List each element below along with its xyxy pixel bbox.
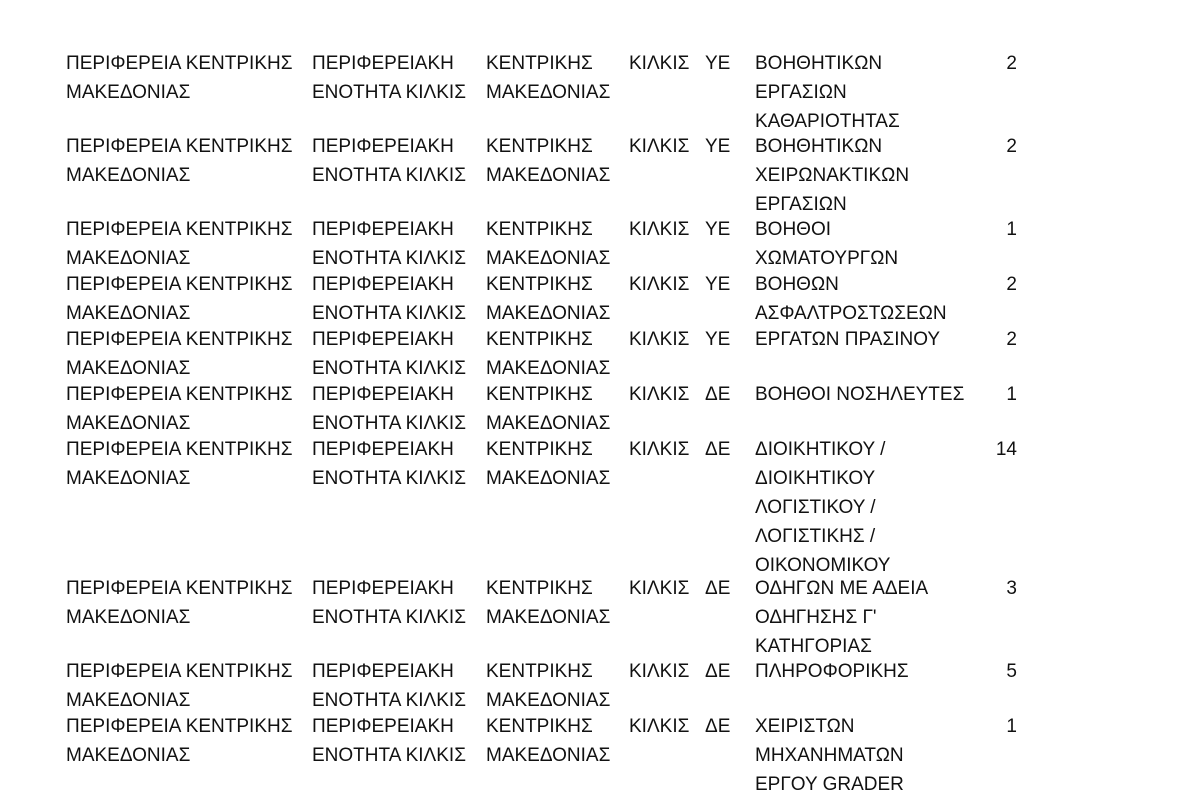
area-cell: ΚΕΝΤΡΙΚΗΣ ΜΑΚΕΔΟΝΙΑΣ [486,274,611,324]
city-cell: ΚΙΛΚΙΣ [629,384,690,405]
table-row [0,215,1200,270]
specialty-cell: ΧΕΙΡΙΣΤΩΝ ΜΗΧΑΝΗΜΑΤΩΝ ΕΡΓΟΥ GRADER [755,716,904,795]
table-row [0,49,1200,132]
city-cell: ΚΙΛΚΙΣ [629,439,690,460]
regional-unit-cell: ΠΕΡΙΦΕΡΕΙΑΚΗ ΕΝΟΤΗΤΑ ΚΙΛΚΙΣ [312,439,466,489]
category-cell: ΔΕ [705,439,731,460]
specialty-cell: ΔΙΟΙΚΗΤΙΚΟΥ / ΔΙΟΙΚΗΤΙΚΟΥ ΛΟΓΙΣΤΙΚΟΥ / ΛΟΓΙΣΤΙΚΗΣ / ΟΙΚΟΝΟΜΙΚΟΥ [755,439,891,573]
count-cell: 2 [1006,53,1017,74]
regional-unit-cell: ΠΕΡΙΦΕΡΕΙΑΚΗ ΕΝΟΤΗΤΑ ΚΙΛΚΙΣ [312,578,466,628]
count-cell: 3 [1006,578,1017,599]
specialty-cell: ΟΔΗΓΩΝ ΜΕ ΑΔΕΙΑ ΟΔΗΓΗΣΗΣ Γ' ΚΑΤΗΓΟΡΙΑΣ [755,578,929,657]
count-cell: 2 [1006,136,1017,157]
region-cell: ΠΕΡΙΦΕΡΕΙΑ ΚΕΝΤΡΙΚΗΣ ΜΑΚΕΔΟΝΙΑΣ [66,578,293,628]
table-row [0,435,1200,573]
category-cell: ΔΕ [705,578,731,599]
count-cell: 2 [1006,274,1017,295]
specialty-cell: ΕΡΓΑΤΩΝ ΠΡΑΣΙΝΟΥ [755,329,941,350]
region-cell: ΠΕΡΙΦΕΡΕΙΑ ΚΕΝΤΡΙΚΗΣ ΜΑΚΕΔΟΝΙΑΣ [66,329,293,379]
area-cell: ΚΕΝΤΡΙΚΗΣ ΜΑΚΕΔΟΝΙΑΣ [486,219,611,269]
category-cell: ΥΕ [705,53,731,74]
table-row [0,712,1200,800]
table-row [0,132,1200,215]
category-cell: ΔΕ [705,384,731,405]
region-cell: ΠΕΡΙΦΕΡΕΙΑ ΚΕΝΤΡΙΚΗΣ ΜΑΚΕΔΟΝΙΑΣ [66,716,293,766]
regional-unit-cell: ΠΕΡΙΦΕΡΕΙΑΚΗ ΕΝΟΤΗΤΑ ΚΙΛΚΙΣ [312,53,466,103]
table-row [0,380,1200,435]
regional-unit-cell: ΠΕΡΙΦΕΡΕΙΑΚΗ ΕΝΟΤΗΤΑ ΚΙΛΚΙΣ [312,716,466,766]
region-cell: ΠΕΡΙΦΕΡΕΙΑ ΚΕΝΤΡΙΚΗΣ ΜΑΚΕΔΟΝΙΑΣ [66,136,293,186]
category-cell: ΔΕ [705,716,731,737]
regional-unit-cell: ΠΕΡΙΦΕΡΕΙΑΚΗ ΕΝΟΤΗΤΑ ΚΙΛΚΙΣ [312,219,466,269]
area-cell: ΚΕΝΤΡΙΚΗΣ ΜΑΚΕΔΟΝΙΑΣ [486,329,611,379]
table-row [0,325,1200,380]
area-cell: ΚΕΝΤΡΙΚΗΣ ΜΑΚΕΔΟΝΙΑΣ [486,136,611,186]
city-cell: ΚΙΛΚΙΣ [629,219,690,240]
regional-unit-cell: ΠΕΡΙΦΕΡΕΙΑΚΗ ΕΝΟΤΗΤΑ ΚΙΛΚΙΣ [312,384,466,434]
category-cell: ΥΕ [705,274,731,295]
category-cell: ΥΕ [705,219,731,240]
specialty-cell: ΒΟΗΘΟΙ ΧΩΜΑΤΟΥΡΓΩΝ [755,219,899,269]
city-cell: ΚΙΛΚΙΣ [629,329,690,350]
regional-unit-cell: ΠΕΡΙΦΕΡΕΙΑΚΗ ΕΝΟΤΗΤΑ ΚΙΛΚΙΣ [312,329,466,379]
specialty-cell: ΒΟΗΘΗΤΙΚΩΝ ΕΡΓΑΣΙΩΝ ΚΑΘΑΡΙΟΤΗΤΑΣ [755,53,900,132]
region-cell: ΠΕΡΙΦΕΡΕΙΑ ΚΕΝΤΡΙΚΗΣ ΜΑΚΕΔΟΝΙΑΣ [66,661,293,711]
specialty-cell: ΒΟΗΘΩΝ ΑΣΦΑΛΤΡΟΣΤΩΣΕΩΝ [755,274,947,324]
regional-unit-cell: ΠΕΡΙΦΕΡΕΙΑΚΗ ΕΝΟΤΗΤΑ ΚΙΛΚΙΣ [312,136,466,186]
specialty-cell: ΠΛΗΡΟΦΟΡΙΚΗΣ [755,661,909,682]
specialty-cell: ΒΟΗΘΟΙ ΝΟΣΗΛΕΥΤΕΣ [755,384,965,405]
table-row [0,657,1200,712]
city-cell: ΚΙΛΚΙΣ [629,136,690,157]
city-cell: ΚΙΛΚΙΣ [629,578,690,599]
area-cell: ΚΕΝΤΡΙΚΗΣ ΜΑΚΕΔΟΝΙΑΣ [486,716,611,766]
city-cell: ΚΙΛΚΙΣ [629,274,690,295]
area-cell: ΚΕΝΤΡΙΚΗΣ ΜΑΚΕΔΟΝΙΑΣ [486,661,611,711]
category-cell: ΔΕ [705,661,731,682]
region-cell: ΠΕΡΙΦΕΡΕΙΑ ΚΕΝΤΡΙΚΗΣ ΜΑΚΕΔΟΝΙΑΣ [66,384,293,434]
region-cell: ΠΕΡΙΦΕΡΕΙΑ ΚΕΝΤΡΙΚΗΣ ΜΑΚΕΔΟΝΙΑΣ [66,439,293,489]
count-cell: 1 [1006,384,1017,405]
city-cell: ΚΙΛΚΙΣ [629,53,690,74]
city-cell: ΚΙΛΚΙΣ [629,716,690,737]
table-row [0,574,1200,657]
region-cell: ΠΕΡΙΦΕΡΕΙΑ ΚΕΝΤΡΙΚΗΣ ΜΑΚΕΔΟΝΙΑΣ [66,274,293,324]
regional-unit-cell: ΠΕΡΙΦΕΡΕΙΑΚΗ ΕΝΟΤΗΤΑ ΚΙΛΚΙΣ [312,274,466,324]
count-cell: 2 [1006,329,1017,350]
table-row [0,270,1200,325]
count-cell: 14 [995,439,1017,460]
area-cell: ΚΕΝΤΡΙΚΗΣ ΜΑΚΕΔΟΝΙΑΣ [486,578,611,628]
area-cell: ΚΕΝΤΡΙΚΗΣ ΜΑΚΕΔΟΝΙΑΣ [486,439,611,489]
count-cell: 5 [1006,661,1017,682]
category-cell: ΥΕ [705,329,731,350]
area-cell: ΚΕΝΤΡΙΚΗΣ ΜΑΚΕΔΟΝΙΑΣ [486,384,611,434]
category-cell: ΥΕ [705,136,731,157]
regional-unit-cell: ΠΕΡΙΦΕΡΕΙΑΚΗ ΕΝΟΤΗΤΑ ΚΙΛΚΙΣ [312,661,466,711]
region-cell: ΠΕΡΙΦΕΡΕΙΑ ΚΕΝΤΡΙΚΗΣ ΜΑΚΕΔΟΝΙΑΣ [66,219,293,269]
specialty-cell: ΒΟΗΘΗΤΙΚΩΝ ΧΕΙΡΩΝΑΚΤΙΚΩΝ ΕΡΓΑΣΙΩΝ [755,136,910,215]
area-cell: ΚΕΝΤΡΙΚΗΣ ΜΑΚΕΔΟΝΙΑΣ [486,53,611,103]
region-cell: ΠΕΡΙΦΕΡΕΙΑ ΚΕΝΤΡΙΚΗΣ ΜΑΚΕΔΟΝΙΑΣ [66,53,293,103]
count-cell: 1 [1006,219,1017,240]
count-cell: 1 [1006,716,1017,737]
city-cell: ΚΙΛΚΙΣ [629,661,690,682]
